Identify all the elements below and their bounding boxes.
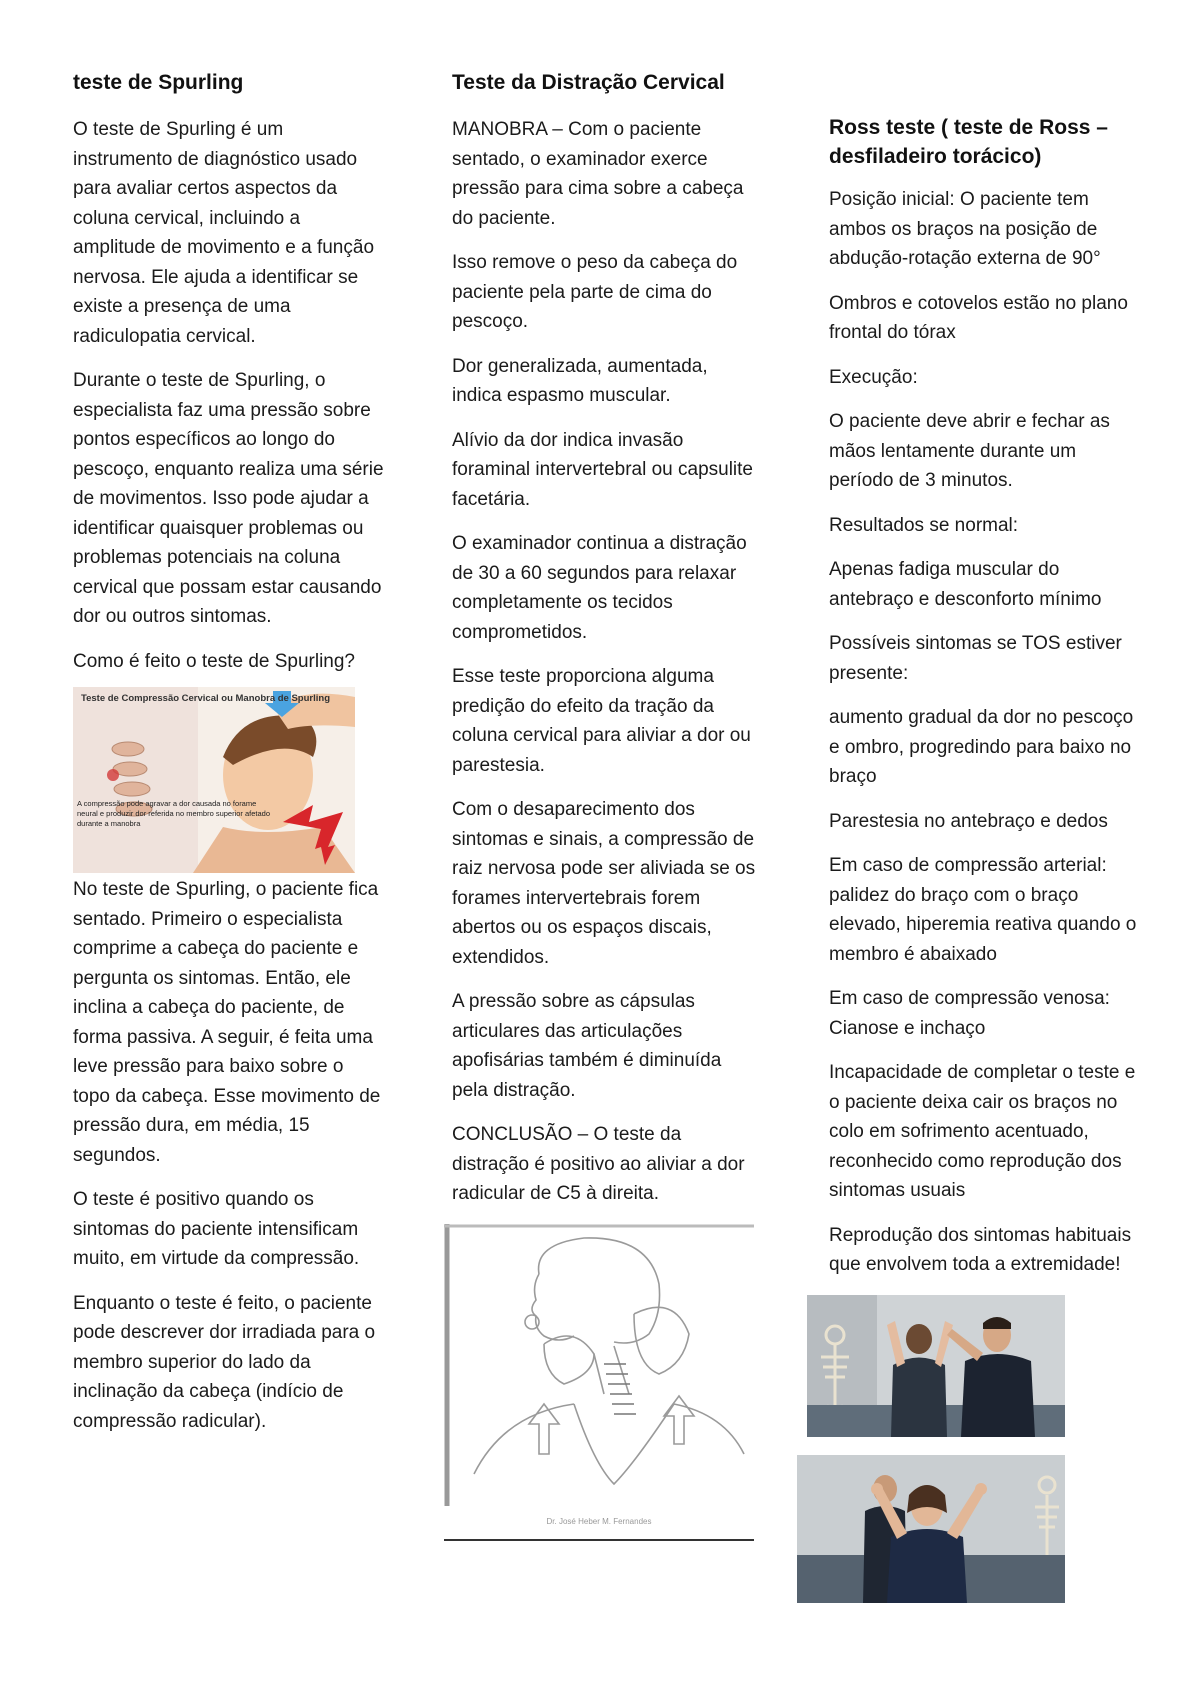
spurling-paragraph-4: No teste de Spurling, o paciente fica sentado. Primeiro o especialista comprime a cabeça do paciente e pergunta os sintomas. Então, ele inclina a cabeça do paciente, de forma passiva. A seguir, é feita uma leve pressão para baixo sobre o topo da cabeça. Esse movimento de pressão dura, em média, 15 segundos. bbox=[73, 879, 381, 1166]
spurling-paragraph-2: Durante o teste de Spurling, o especialista faz uma pressão sobre pontos específicos ao longo do pescoço, enquanto realiza uma série de movimentos. Isso pode ajudar a identificar quaisquer problemas ou problemas potenciais na coluna cervical que possam estar causando dor ou outros sintomas. bbox=[73, 370, 384, 627]
distracao-paragraph-9: CONCLUSÃO – O teste da distração é positivo ao aliviar a dor radicular de C5 à direita. bbox=[452, 1124, 745, 1204]
distracao-paragraph-5: O examinador continua a distração de 30 a 60 segundos para relaxar completamente os tecidos comprometidos. bbox=[452, 533, 747, 643]
spurling-title: teste de Spurling bbox=[73, 71, 244, 94]
column-distracao bbox=[452, 68, 757, 1542]
spurling-paragraph-1: O teste de Spurling é um instrumento de diagnóstico usado para avaliar certos aspectos da coluna cervical, incluindo a amplitude de movimento e a função nervosa. Ele ajuda a identificar se existe a presença de uma radiculopatia cervical. bbox=[73, 119, 375, 347]
distracao-paragraph-1: MANOBRA – Com o paciente sentado, o examinador exerce pressão para cima sobre a cabeça do paciente. bbox=[452, 119, 744, 229]
ross-photo-2 bbox=[797, 1455, 1065, 1603]
distracao-paragraph-3: Dor generalizada, aumentada, indica espasmo muscular. bbox=[452, 355, 708, 406]
figure-title: Teste de Compressão Cervical ou Manobra de Spurling bbox=[81, 693, 330, 704]
spurling-paragraph-6: Enquanto o teste é feito, o paciente pode descrever dor irradiada para o membro superior do lado da inclinação da cabeça (indício de compressão radicular). bbox=[73, 1292, 376, 1432]
distracao-paragraph-7: Com o desaparecimento dos sintomas e sinais, a compressão de raiz nervosa pode ser aliviada se os forames intervertebrais forem abertos ou os espaços discais, extendidos. bbox=[452, 799, 756, 968]
ross-paragraph-8: aumento gradual da dor no pescoço e ombro, progredindo para baixo no braço bbox=[829, 707, 1134, 787]
distracao-title: Teste da Distração Cervical bbox=[452, 71, 725, 94]
spurling-paragraph-5: O teste é positivo quando os sintomas do paciente intensificam muito, em virtude da compressão. bbox=[73, 1189, 360, 1269]
ross-paragraph-9: Parestesia no antebraço e dedos bbox=[829, 810, 1108, 832]
ross-paragraph-2: Ombros e cotovelos estão no plano frontal do tórax bbox=[829, 292, 1128, 343]
ross-photo-1 bbox=[807, 1295, 1065, 1437]
ross-paragraph-4: O paciente deve abrir e fechar as mãos lentamente durante um período de 3 minutos. bbox=[829, 411, 1110, 491]
distracao-paragraph-4: Alívio da dor indica invasão foraminal intervertebral ou capsulite facetária. bbox=[452, 429, 753, 510]
figure-credit: Dr. José Heber M. Fernandes bbox=[546, 1516, 652, 1526]
ross-paragraph-12: Incapacidade de completar o teste e o paciente deixa cair os braços no colo em sofrimento acentuado, reconhecido como reprodução dos sintomas usuais bbox=[829, 1062, 1136, 1201]
ross-paragraph-7: Possíveis sintomas se TOS estiver presente: bbox=[829, 633, 1122, 684]
ross-paragraph-1: Posição inicial: O paciente tem ambos os braços na posição de abdução-rotação externa de 90° bbox=[829, 189, 1101, 269]
spurling-paragraph-3: Como é feito o teste de Spurling? bbox=[73, 650, 356, 672]
column-spurling bbox=[73, 68, 385, 1451]
ross-paragraph-13: Reprodução dos sintomas habituais que envolvem toda a extremidade! bbox=[829, 1224, 1132, 1275]
ross-paragraph-5: Resultados se normal: bbox=[829, 514, 1019, 536]
figure-caption: A compressão pode agravar a dor causada no forame neural e produzir dor referida no membro superior afetado durante a manobra bbox=[77, 799, 271, 828]
column-ross bbox=[829, 113, 1139, 1603]
ross-paragraph-6: Apenas fadiga muscular do antebraço e desconforto mínimo bbox=[829, 559, 1102, 610]
distracao-paragraph-2: Isso remove o peso da cabeça do paciente pela parte de cima do pescoço. bbox=[452, 252, 738, 332]
distraction-illustration bbox=[444, 1224, 754, 1542]
ross-title: Ross teste ( teste de Ross – desfiladeiro torácico) bbox=[829, 116, 1108, 168]
ross-paragraph-3: Execução: bbox=[829, 366, 918, 388]
ross-paragraph-10: Em caso de compressão arterial: palidez do braço com o braço elevado, hiperemia reativa quando o membro é abaixado bbox=[829, 855, 1137, 965]
distracao-paragraph-6: Esse teste proporciona alguma predição do efeito da tração da coluna cervical para aliviar a dor ou parestesia. bbox=[452, 666, 751, 776]
ross-paragraph-11: Em caso de compressão venosa: Cianose e inchaço bbox=[829, 988, 1110, 1039]
distracao-paragraph-8: A pressão sobre as cápsulas articulares das articulações apofisárias também é diminuída pela distração. bbox=[452, 991, 722, 1101]
spurling-illustration bbox=[73, 687, 355, 873]
